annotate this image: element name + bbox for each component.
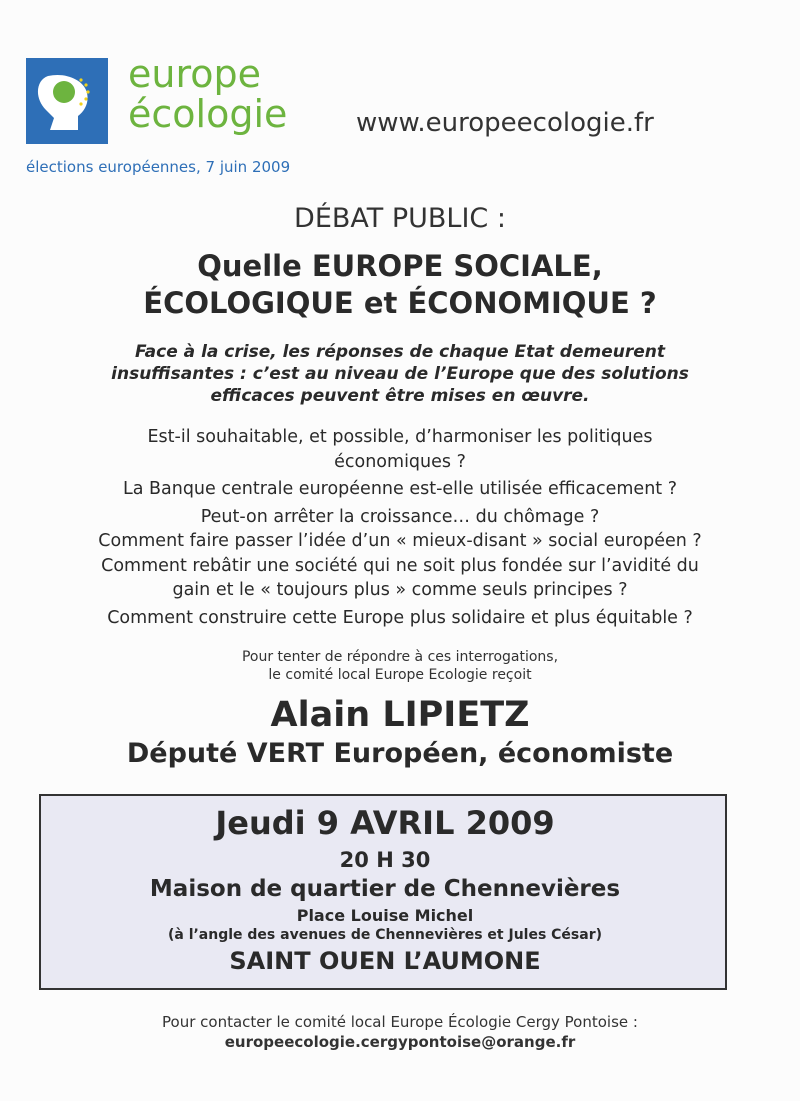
event-time: 20 H 30 bbox=[339, 848, 431, 872]
logo-emblem-icon bbox=[26, 58, 108, 144]
event-details-box bbox=[39, 794, 727, 990]
debate-title bbox=[0, 248, 800, 322]
intro-text bbox=[0, 648, 800, 684]
subtitle-line-3: efficaces peuvent être mises en œuvre. bbox=[210, 386, 590, 406]
debate-label: DÉBAT PUBLIC : bbox=[294, 203, 506, 234]
speaker-name: Alain LIPIETZ bbox=[270, 695, 530, 735]
subtitle-line-1: Face à la crise, les réponses de chaque Etat demeurent bbox=[135, 342, 665, 362]
elections-date: élections européennes, 7 juin 2009 bbox=[26, 158, 291, 176]
logo-wordmark bbox=[128, 54, 287, 134]
question-line: La Banque centrale européenne est-elle utilisée efficacement ? bbox=[122, 479, 678, 499]
europe-ecologie-logo bbox=[26, 58, 108, 144]
logo-line-europe: europe bbox=[128, 52, 261, 96]
title-line-2: ÉCOLOGIQUE et ÉCONOMIQUE ? bbox=[143, 286, 657, 320]
question-line: Est-il souhaitable, et possible, d’harmoniser les politiques bbox=[147, 427, 653, 447]
event-place: Place Louise Michel bbox=[296, 906, 474, 925]
event-venue: Maison de quartier de Chennevières bbox=[149, 876, 621, 902]
contact-email[interactable]: europeecologie.cergypontoise@orange.fr bbox=[224, 1033, 576, 1051]
question-line: Comment faire passer l’idée d’un « mieux-disant » social européen ? bbox=[98, 531, 702, 551]
contact-line: Pour contacter le comité local Europe Écologie Cergy Pontoise : bbox=[162, 1013, 638, 1031]
speaker-role: Député VERT Européen, économiste bbox=[126, 738, 674, 769]
title-line-1: Quelle EUROPE SOCIALE, bbox=[197, 249, 603, 283]
question-line: Comment rebâtir une société qui ne soit plus fondée sur l’avidité du bbox=[101, 555, 699, 576]
event-date: Jeudi 9 AVRIL 2009 bbox=[215, 804, 555, 842]
question-line: Comment construire cette Europe plus solidaire et plus équitable ? bbox=[107, 607, 693, 628]
question-line: gain et le « toujours plus » comme seuls principes ? bbox=[172, 580, 628, 600]
question-line: économiques ? bbox=[334, 451, 466, 472]
logo-line-ecologie: écologie bbox=[128, 92, 288, 136]
event-corner: (à l’angle des avenues de Chennevières et Jules César) bbox=[167, 927, 603, 943]
question-line: Peut-on arrêter la croissance… du chômage ? bbox=[200, 506, 600, 527]
intro-line-1: Pour tenter de répondre à ces interrogations, bbox=[241, 649, 559, 665]
subtitle-line-2: insuffisantes : c’est au niveau de l’Europe que des solutions bbox=[111, 364, 689, 384]
event-city: SAINT OUEN L’AUMONE bbox=[229, 947, 541, 975]
intro-line-2: le comité local Europe Ecologie reçoit bbox=[268, 667, 532, 683]
contact-info bbox=[0, 1012, 800, 1052]
debate-subtitle bbox=[60, 341, 740, 407]
website-url: www.europeecologie.fr bbox=[356, 108, 654, 138]
questions-list bbox=[50, 425, 750, 630]
